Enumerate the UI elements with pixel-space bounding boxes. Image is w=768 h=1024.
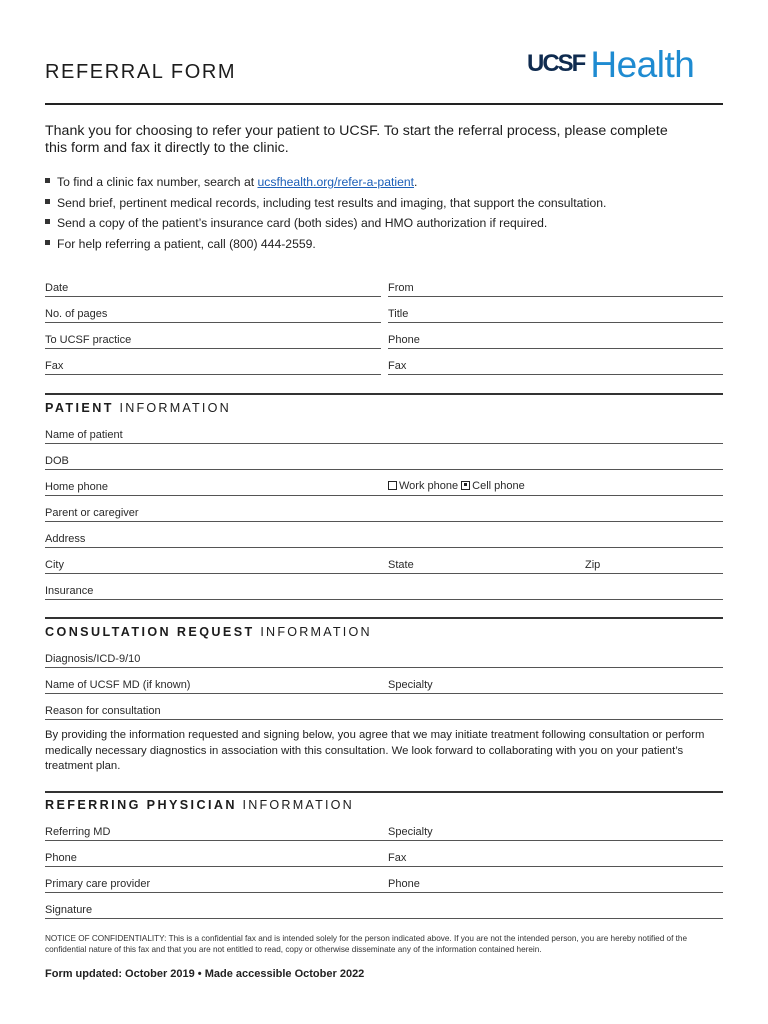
insurance-field[interactable] (45, 599, 723, 600)
bullet-text: Send brief, pertinent medical records, including test results and imaging, that support the consultation. (57, 195, 607, 210)
practice-field[interactable] (45, 348, 381, 349)
cell-phone-checkbox[interactable] (461, 481, 470, 490)
heading-bold: CONSULTATION REQUEST (45, 625, 255, 639)
confidentiality-notice: NOTICE OF CONFIDENTIALITY: This is a confidential fax and is intended solely for the person indicated above. If you are not the intended person, you are hereby notified of the confidential nature of this fax and that you are not entitled to read, copy or otherwise disseminate any of the information contained herein. (45, 934, 688, 954)
header-rule (45, 103, 723, 105)
title-field[interactable] (388, 322, 723, 323)
title-label: Title (388, 308, 409, 320)
cell-phone-label: Cell phone (472, 480, 525, 492)
diagnosis-field[interactable] (45, 667, 723, 668)
date-field[interactable] (45, 296, 381, 297)
physician-phone-label: Phone (45, 852, 77, 864)
pcp-label: Primary care provider (45, 878, 151, 890)
practice-fax-field[interactable] (45, 374, 381, 375)
bullet-square-icon (45, 178, 50, 183)
logo-ucsf: UCSF (527, 50, 585, 77)
home-phone-label: Home phone (45, 481, 108, 493)
bullet-insurance (45, 216, 606, 237)
bullet-square-icon (45, 240, 50, 245)
ucsf-md-label: Name of UCSF MD (if known) (45, 679, 191, 691)
sender-phone-label: Phone (388, 334, 420, 346)
date-label: Date (45, 282, 69, 294)
zip-label: Zip (585, 559, 601, 571)
consent-paragraph: By providing the information requested and signing below, you agree that we may initiate treatment following consultation or perform medically necessary diagnostics in association with this consultation. We look forward to collaborating with you on your patient’s treatment plan. (45, 729, 705, 772)
logo-health: Health (590, 44, 695, 85)
practice-fax-label: Fax (45, 360, 64, 372)
bullet-fax-number (45, 175, 606, 196)
parent-label: Parent or caregiver (45, 507, 139, 519)
physician-section-heading (45, 798, 354, 812)
from-field[interactable] (388, 296, 723, 297)
ucsf-md-field[interactable] (45, 693, 723, 694)
phone-type-options (388, 480, 525, 492)
sender-phone-field[interactable] (388, 348, 723, 349)
parent-field[interactable] (45, 521, 723, 522)
sender-fax-field[interactable] (388, 374, 723, 375)
pcp-phone-label: Phone (388, 878, 420, 890)
patient-name-field[interactable] (45, 443, 723, 444)
patient-section-heading (45, 401, 231, 415)
referring-md-field[interactable] (45, 840, 723, 841)
heading-rest: INFORMATION (236, 798, 354, 812)
ucsf-health-logo (527, 46, 694, 86)
home-phone-field[interactable] (45, 495, 723, 496)
instructions-list (45, 175, 606, 257)
work-phone-label: Work phone (399, 480, 459, 492)
address-field[interactable] (45, 547, 723, 548)
sender-fax-label: Fax (388, 360, 407, 372)
state-label: State (388, 559, 414, 571)
city-state-zip-field[interactable] (45, 573, 723, 574)
bullet-text: For help referring a patient, call (800) 444-2559. (57, 236, 316, 251)
bullet-square-icon (45, 199, 50, 204)
insurance-label: Insurance (45, 585, 94, 597)
refer-a-patient-link[interactable]: ucsfhealth.org/refer-a-patient (257, 175, 415, 189)
intro-text: Thank you for choosing to refer your patient to UCSF. To start the referral process, please complete this form and fax it directly to the clinic. (45, 123, 668, 156)
pages-field[interactable] (45, 322, 381, 323)
form-updated-footer: Form updated: October 2019 • Made accessible October 2022 (45, 968, 365, 980)
heading-rest: INFORMATION (254, 625, 372, 639)
bullet-text-suffix: . (414, 175, 418, 189)
dob-field[interactable] (45, 469, 723, 470)
heading-rest: INFORMATION (113, 401, 231, 415)
heading-bold: REFERRING PHYSICIAN (45, 798, 237, 812)
practice-label: To UCSF practice (45, 334, 132, 346)
signature-label: Signature (45, 904, 93, 916)
physician-section-rule (45, 791, 723, 793)
pages-label: No. of pages (45, 308, 108, 320)
bullet-help-phone (45, 237, 606, 258)
consultation-section-rule (45, 617, 723, 619)
bullet-text: To find a clinic fax number, search at (57, 175, 258, 189)
physician-specialty-label: Specialty (388, 826, 433, 838)
dob-label: DOB (45, 455, 69, 467)
physician-fax-label: Fax (388, 852, 407, 864)
page-title: REFERRAL FORM (45, 61, 237, 83)
work-phone-checkbox[interactable] (388, 481, 397, 490)
from-label: From (388, 282, 414, 294)
patient-section-rule (45, 393, 723, 395)
consultation-section-heading (45, 625, 372, 639)
physician-phone-field[interactable] (45, 866, 723, 867)
referring-md-label: Referring MD (45, 826, 111, 838)
reason-label: Reason for consultation (45, 705, 161, 717)
bullet-square-icon (45, 219, 50, 224)
patient-name-label: Name of patient (45, 429, 123, 441)
pcp-field[interactable] (45, 892, 723, 893)
heading-bold: PATIENT (45, 401, 114, 415)
bullet-records (45, 196, 606, 217)
consult-specialty-label: Specialty (388, 679, 433, 691)
diagnosis-label: Diagnosis/ICD-9/10 (45, 653, 141, 665)
address-label: Address (45, 533, 86, 545)
signature-field[interactable] (45, 918, 723, 919)
city-label: City (45, 559, 64, 571)
reason-field[interactable] (45, 719, 723, 720)
bullet-text: Send a copy of the patient’s insurance card (both sides) and HMO authorization if required. (57, 216, 548, 230)
